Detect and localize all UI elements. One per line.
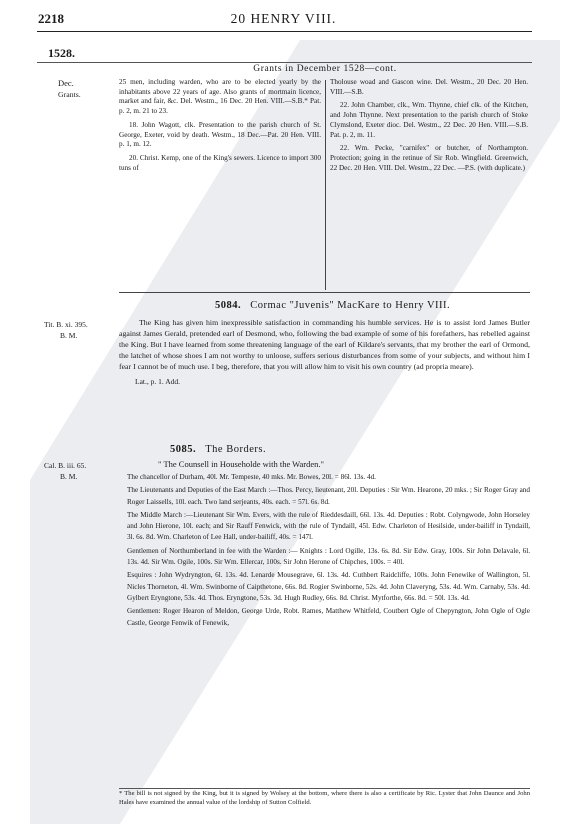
entry-number: 5084.	[215, 300, 242, 311]
side-date: Dec.	[58, 78, 74, 88]
entry-title: Cormac "Juvenis" MacKare to Henry VIII.	[250, 300, 451, 311]
grants-column-right	[330, 78, 528, 177]
grant-paragraph: 20. Christ. Kemp, one of the King's sewers. Licence to import 300 tuns of	[119, 153, 321, 172]
list-paragraph: Gentlemen of Northumberland in fee with the Warden :— Knights : Lord Ogille, 13s. 6s. 8d. Sir Edw. Gray, 100s. Sir John Delavale, 6l. 13s. 4d. Sir Wm. Ogile, 100s. Sir Wm. Ellercar, 100s. Sir John Herone of Chipches, 100s. = 40l.	[127, 546, 530, 567]
list-paragraph: Esquires : John Wydryngton, 6l. 13s. 4d. Lenarde Mousegrave, 6l. 13s. 4d. Cuthbert Raidcliffe, 100s. John Fenewike of Wallington, 5l. Nicles Thorneton, 4l. Wm. Swinborne of Caipthetone, 66s. 8d. Rogier Swinborne, 52s. 4d. John Claveryng, 53s. 4d. Wm. Carnaby, 53s. 4d. Gylbert Eryngtone, 53s. 4d. Thos. Eryngtone, 53s. 3d. Hugh Rudley, 66s. 8d. Christ. Mytforthe, 66s. 8d. = 50l. 13s. 4d.	[127, 571, 530, 602]
running-title: 20 HENRY VIII.	[230, 11, 337, 26]
grants-end-rule	[119, 292, 530, 293]
entry-5085-body	[119, 472, 530, 631]
list-paragraph: The chancellor of Durham, 40l. Mr. Tempeste, 40 mks. Mr. Bowes, 20l. = 86l. 13s. 4d.	[127, 473, 376, 481]
footnote: * The bill is not signed by the King, but it is signed by Wolsey at the bottom, where there is also a certificate by Ric. Lyster that John Daunce and John Hales have examined the annual value of the lordship of Sutton Colfield.	[119, 790, 530, 806]
list-paragraph: The Lieutenants and Deputies of the East March :—Thos. Percy, lieutenant, 20l. Deputies : Sir Wm. Hearone, 20 mks. ; Sir Roger Gray and Roger Laissells, 10l. each. Two land serjeants, 40s. each. = 57l. 6s. 8d.	[127, 486, 530, 506]
grant-paragraph: Tholouse woad and Gascon wine. Del. Westm., 20 Dec. 20 Hen. VIII.—S.B.	[330, 78, 528, 96]
grant-paragraph: 18. John Wagott, clk. Presentation to the parish church of St. George, Exeter, void by death. Westm., 18 Dec.—Pat. 20 Hen. VIII. p. 1, m. 12.	[119, 120, 321, 149]
entry-title: The Borders.	[205, 444, 267, 455]
list-paragraph: Gentlemen: Roger Hearon of Meldon, George Urde, Robt. Rames, Matthew Whitfeld, Coutbert Ogle of Chepyngton, John Ogle of Ogle Castle, George Fenwik of Fenewik,	[127, 607, 530, 627]
entry-5085-repository: B. M.	[60, 472, 78, 481]
entry-5084-footnote-ref: Lat., p. 1. Add.	[135, 377, 180, 386]
side-grants: Grants.	[58, 90, 81, 99]
entry-number: 5085.	[170, 444, 197, 455]
footnote-rule	[119, 788, 530, 789]
grant-paragraph: 22. John Chamber, clk., Wm. Thynne, chief clk. of the Kitchen, and John Thynne. Next presentation to the parish church of Stoke Clymslond, Exeter dioc. Del. Westm., 22 Dec. 20 Hen. VIII.—S.B. Pat. p. 2, m. 11.	[330, 101, 528, 139]
page-number: 2218	[38, 11, 64, 26]
grants-column-left	[119, 78, 321, 177]
entry-5085-subtitle: " The Counsell in Householde with the Warden."	[158, 459, 324, 469]
header-rule	[37, 31, 532, 32]
entry-5085-heading	[170, 444, 266, 455]
entry-5084-repository: B. M.	[60, 331, 78, 340]
entry-5084-reference: Tit. B. xi. 395.	[44, 320, 88, 329]
entry-5085-reference: Cal. B. iii. 65.	[44, 461, 87, 470]
grant-paragraph: 22. Wm. Pecke, "carnifex" or butcher, of Northampton. Protection; going in the retinue of Sir Rob. Wingfield. Greenwich, 22 Dec. 20 Hen. VIII. Del. Westm., 22 Dec. —P.S. (with duplicate.)	[330, 144, 528, 172]
list-paragraph: The Middle March :—Lieutenant Sir Wm. Evers, with the rule of Rieddesdaill, 66l. 13s. 4d. Deputies : Robt. Colyngwode, John Horseley and John Hierone, 10l. each; and Sir Rauff Fenwick, with the rule of Tyndaill, 45l. Edw. Charleton of Hesilside, under-bailiff in Tyndaill, 3l. 6s. 8d. Wm. Charleton of Lee Hall, under-bailiff, 40s. = 147l.	[127, 510, 530, 542]
section-rule	[37, 62, 532, 63]
entry-5084-body	[119, 317, 530, 387]
grants-heading: Grants in December 1528—cont.	[253, 64, 397, 74]
column-divider	[325, 80, 326, 290]
year-label: 1528.	[48, 46, 75, 60]
entry-5084-heading	[215, 300, 450, 311]
entry-body-text: The King has given him inexpressible satisfaction in commanding his humble services. He is to assist lord James Butler against James Gerald, pretended earl of Desmond, who, following the bad example of some of his forefathers, has rebelled against the King. But I have learned from some threatening language of the earl of Kildare's servants, that my brother the earl of Ormond, the latchet of whose shoes I am not worthy to unloose, suffers serious disturbances from some of your subjects, and without him I fear I cannot be of much use. I beg, therefore, that you will allow him to visit his own country (ad propria meare).	[119, 318, 530, 371]
grant-paragraph: 25 men, including warden, who are to be elected yearly by the inhabitants above 22 years of age. Also grants of mortmain licence, market and fair, &c. Del. Westm., 16 Dec. 20 Hen. VIII.—S.B.* Pat. p. 2, m. 21 to 23.	[119, 78, 321, 116]
